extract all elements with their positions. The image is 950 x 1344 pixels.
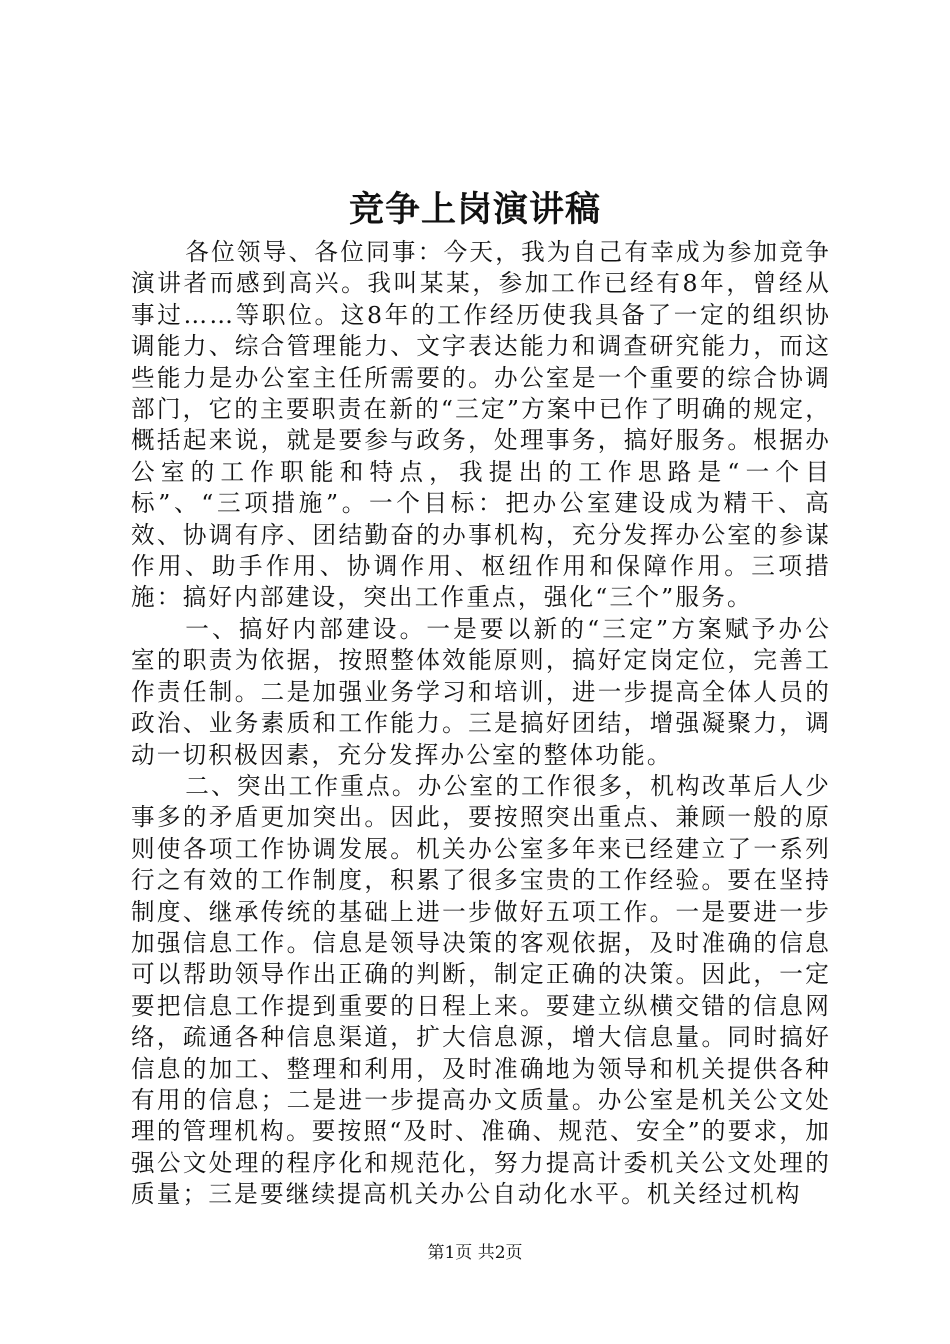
paragraph-internal-construction: 一、搞好内部建设。一是要以新的“三定”方案赋予办公室的职责为依据，按照整体效能原则，搞好定岗定位，完善工作责任制。二是加强业务学习和培训，进一步提高全体人员的政治、业务素质和工作能力。三是搞好团结，增强凝聚力，调动一切积极因素，充分发挥办公室的整体功能。 xyxy=(131,614,831,769)
document-title: 竞争上岗演讲稿 xyxy=(348,189,601,230)
document-body xyxy=(131,237,831,1211)
paragraph-intro: 各位领导、各位同事：今天，我为自己有幸成为参加竞争演讲者而感到高兴。我叫某某，参加工作已经有8年，曾经从事过……等职位。这8年的工作经历使我具备了一定的组织协调能力、综合管理能力、文字表达能力和调查研究能力，而这些能力是办公室主任所需要的。办公室是一个重要的综合协调部门，它的主要职责在新的“三定”方案中已作了明确的规定，概括起来说，就是要参与政务，处理事务，搞好服务。根据办公室的工作职能和特点，我提出的工作思路是“一个目标”、“三项措施”。一个目标：把办公室建设成为精干、高效、协调有序、团结勤奋的办事机构，充分发挥办公室的参谋作用、助手作用、协调作用、枢纽作用和保障作用。三项措施：搞好内部建设，突出工作重点，强化“三个”服务。 xyxy=(131,238,831,612)
paragraph-key-work: 二、突出工作重点。办公室的工作很多，机构改革后人少事多的矛盾更加突出。因此，要按照突出重点、兼顾一般的原则使各项工作协调发展。机关办公室多年来已经建立了一系列行之有效的工作制度，积累了很多宝贵的工作经验。要在坚持制度、继承传统的基础上进一步做好五项工作。一是要进一步加强信息工作。信息是领导决策的客观依据，及时准确的信息可以帮助领导作出正确的判断，制定正确的决策。因此，一定要把信息工作提到重要的日程上来。要建立纵横交错的信息网络，疏通各种信息渠道，扩大信息源，增大信息量。同时搞好信息的加工、整理和利用，及时准确地为领导和机关提供各种有用的信息；二是进一步提高办文质量。办公室是机关公文处理的管理机构。要按照“及时、准确、规范、安全”的要求，加强公文处理的程序化和规范化，努力提高计委机关公文处理的质量；三是要继续提高机关办公自动化水平。机关经过机构 xyxy=(131,771,831,1209)
page-footer: 第1页 共2页 xyxy=(427,1243,523,1263)
